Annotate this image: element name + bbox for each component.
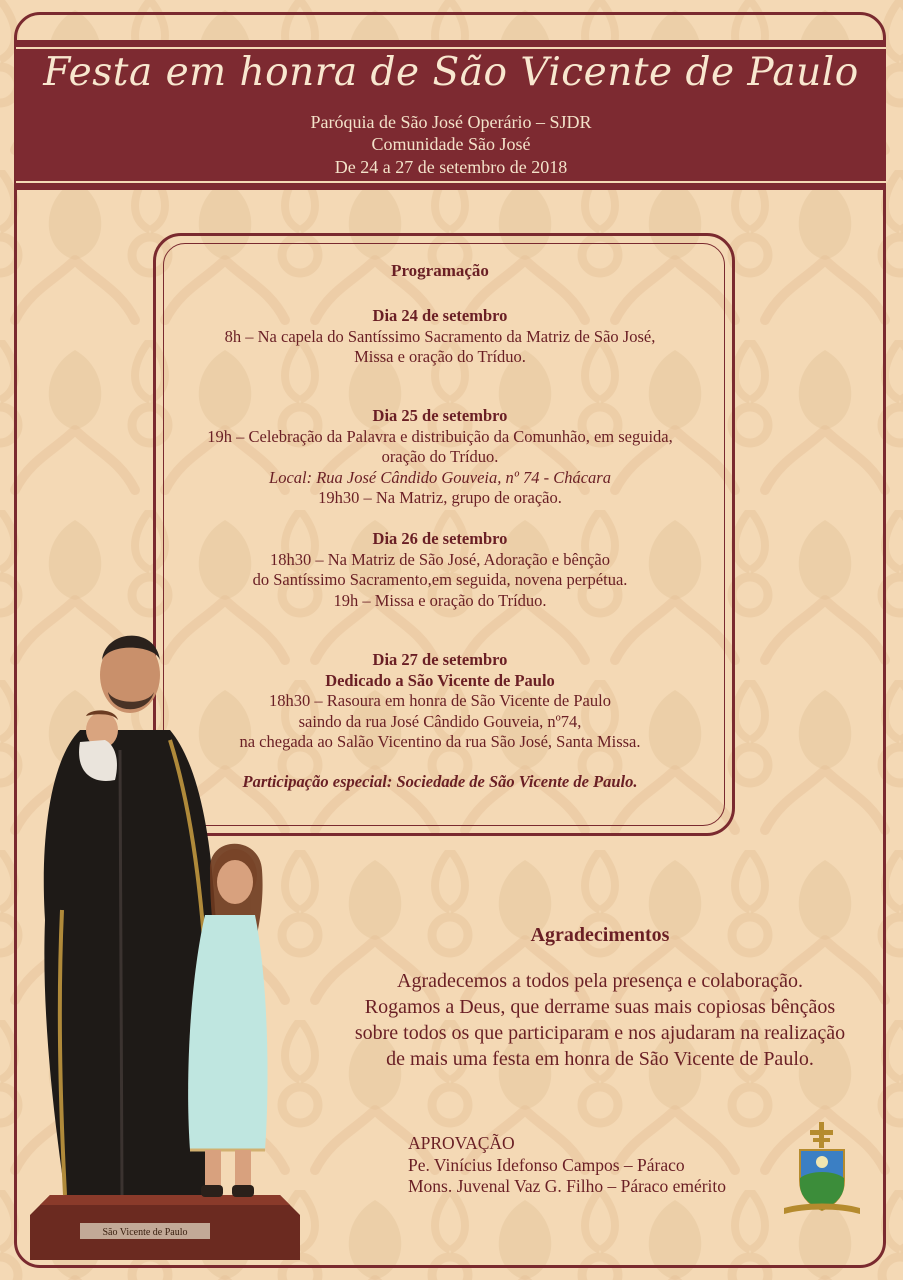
day-26-line: 19h – Missa e oração do Tríduo.	[333, 590, 547, 610]
day-25-line: oração do Tríduo.	[381, 447, 499, 466]
acknowledgements-body	[320, 968, 880, 1072]
day-27-title: Dia 27 de setembro	[372, 650, 508, 669]
acknowledgements-line: Rogamos a Deus, que derrame suas mais copiosas bênçãos	[364, 996, 836, 1018]
day-27-line: 18h30 – Rasoura em honra de São Vicente de Paulo	[269, 691, 611, 710]
approval-heading: APROVAÇÃO	[408, 1133, 515, 1153]
header-banner	[16, 40, 886, 190]
day-25-block	[170, 406, 710, 509]
community-name: Comunidade São José	[371, 134, 531, 154]
day-26-line: do Santíssimo Sacramento,em seguida, novena perpétua.	[252, 570, 628, 589]
day-25-line: 19h – Celebração da Palavra e distribuição da Comunhão, em seguida,	[207, 426, 673, 446]
program-heading: Programação	[391, 261, 489, 280]
day-26-line: 18h30 – Na Matriz de São José, Adoração e bênção	[270, 549, 610, 569]
statue-base-label: São Vicente de Paulo	[102, 1227, 188, 1238]
approval-line: Pe. Vinícius Idefonso Campos – Páraco	[408, 1154, 685, 1175]
acknowledgements-section	[320, 924, 880, 947]
acknowledgements-line: de mais uma festa em honra de São Vicente de Paulo.	[386, 1048, 814, 1070]
day-25-location: Local: Rua José Cândido Gouveia, nº 74 - Chácara	[269, 467, 611, 487]
day-27-subtitle: Dedicado a São Vicente de Paulo	[325, 670, 555, 690]
saint-statue-image	[20, 620, 310, 1270]
program-section	[170, 261, 710, 282]
day-27-line: saindo da rua José Cândido Gouveia, nº74,	[298, 711, 582, 731]
parish-name: Paróquia de São José Operário – SJDR	[310, 112, 592, 132]
event-dates: De 24 a 27 de setembro de 2018	[334, 157, 568, 177]
acknowledgements-line: sobre todos os que participaram e nos ajudaram na realização	[354, 1022, 846, 1044]
approval-section	[408, 1133, 726, 1198]
day-27-line: na chegada ao Salão Vicentino da rua São José, Santa Missa.	[239, 732, 641, 751]
day-24-title: Dia 24 de setembro	[372, 306, 508, 325]
day-25-title: Dia 25 de setembro	[372, 406, 508, 425]
acknowledgements-title: Agradecimentos	[530, 924, 670, 946]
day-24-line: 8h – Na capela do Santíssimo Sacramento da Matriz de São José,	[224, 326, 656, 346]
day-26-block	[170, 529, 710, 611]
day-24-block	[170, 306, 710, 368]
day-26-title: Dia 26 de setembro	[372, 529, 508, 548]
acknowledgements-line: Agradecemos a todos pela presença e colaboração.	[397, 970, 803, 992]
day-25-line: 19h30 – Na Matriz, grupo de oração.	[318, 488, 562, 507]
day-24-line: Missa e oração do Tríduo.	[354, 347, 526, 366]
diocese-crest-icon	[780, 1120, 864, 1220]
special-participation-text: Participação especial: Sociedade de São Vicente de Paulo.	[242, 772, 638, 791]
page-title: Festa em honra de São Vicente de Paulo	[43, 50, 859, 95]
approval-line: Mons. Juvenal Vaz G. Filho – Páraco emérito	[408, 1176, 727, 1196]
